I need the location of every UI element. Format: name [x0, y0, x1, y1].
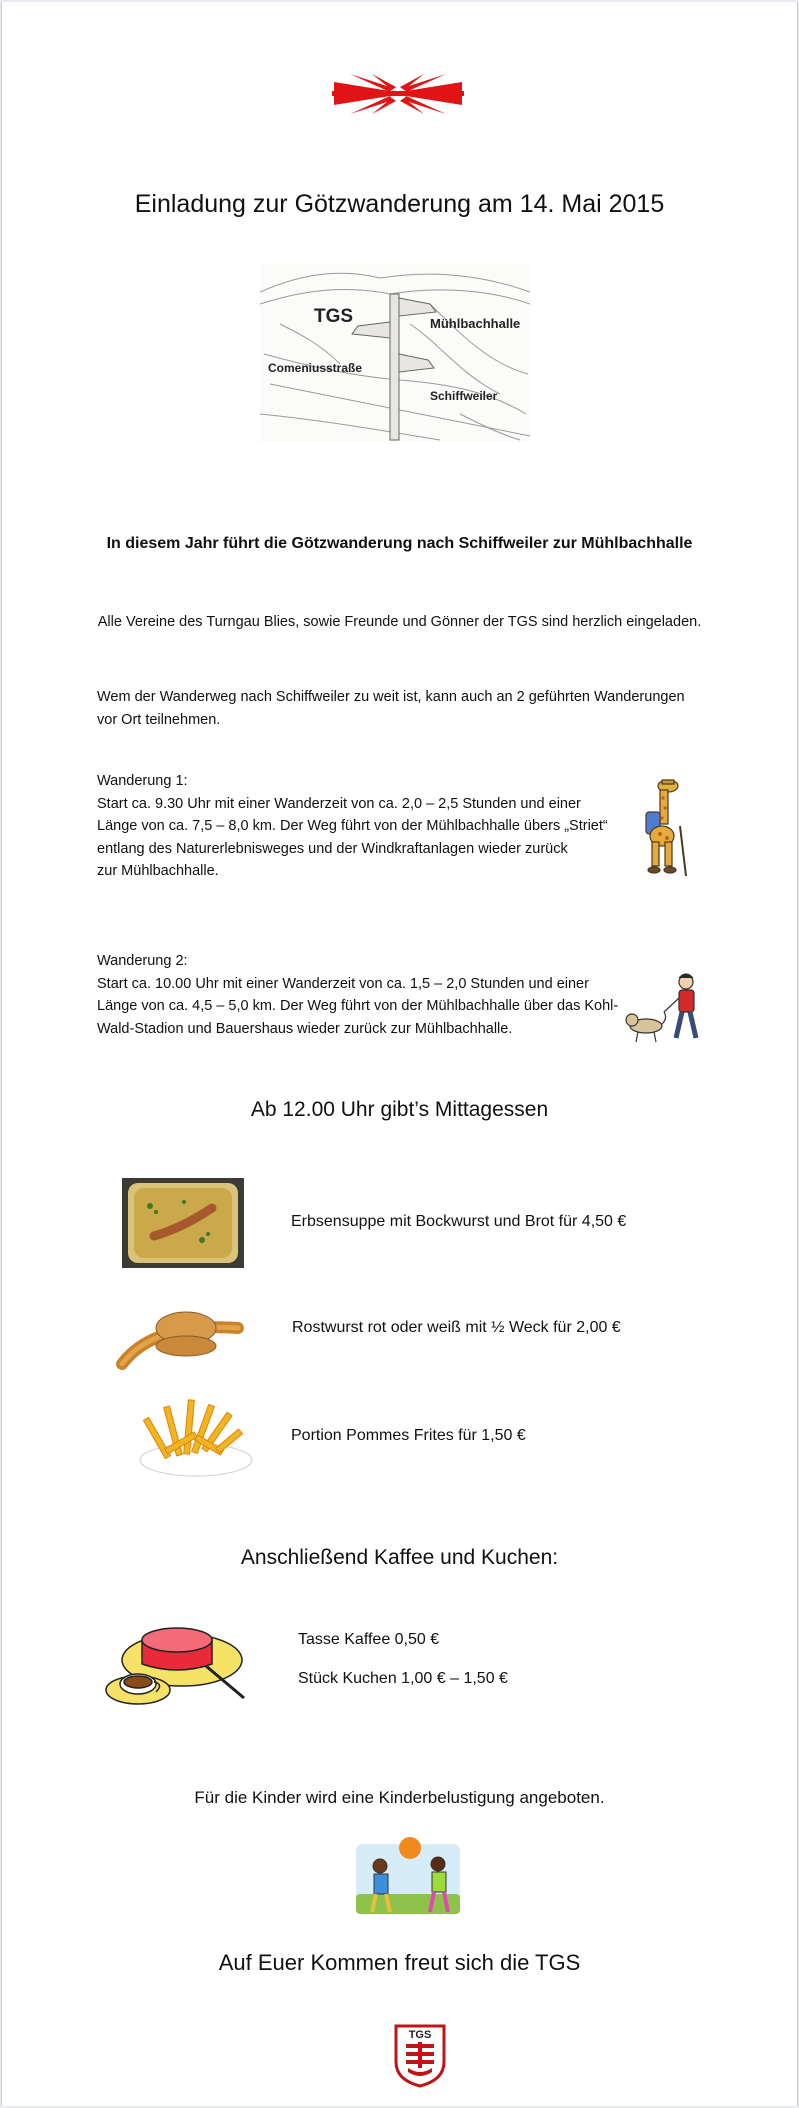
- signpost-illustration: [260, 264, 530, 442]
- hike-1-line: Start ca. 9.30 Uhr mit einer Wanderzeit von ca. 2,0 – 2,5 Stunden und einer: [97, 795, 581, 812]
- lunch-item-fries: Portion Pommes Frites für 1,50 €: [291, 1427, 526, 1444]
- signpost-label-muehlbachhalle: Mühlbachhalle: [430, 316, 521, 331]
- hike-2-line: Start ca. 10.00 Uhr mit einer Wanderzeit von ca. 1,5 – 2,0 Stunden und einer: [97, 975, 589, 992]
- intro-line: vor Ort teilnehmen.: [97, 711, 221, 728]
- kids-playing-ball-icon: [352, 1836, 462, 1920]
- footer-logo-text: TGS: [408, 2029, 432, 2041]
- lunch-item-pea-soup: Erbsensuppe mit Bockwurst und Brot für 4,50 €: [291, 1213, 627, 1230]
- invitation-text: Alle Vereine des Turngau Blies, sowie Freunde und Gönner der TGS sind herzlich eingeladen.: [97, 614, 702, 630]
- dog-walker-icon: [624, 970, 706, 1044]
- signpost-label-schiffweiler: Schiffweiler: [430, 389, 498, 403]
- hike-1-line: entlang des Naturerlebnisweges und der Windkraftanlagen wieder zurück: [97, 840, 568, 857]
- intro-paragraph: [97, 686, 717, 731]
- french-fries-image: [134, 1386, 258, 1480]
- coffee-item-cup: Tasse Kaffee 0,50 €: [298, 1631, 440, 1648]
- lunch-heading: Ab 12.00 Uhr gibt’s Mittagessen: [250, 1098, 549, 1121]
- turner-emblem-icon: [332, 74, 464, 114]
- sausage-roll-image: [114, 1302, 246, 1374]
- coffee-item-cake: Stück Kuchen 1,00 € – 1,50 €: [298, 1670, 508, 1687]
- signpost-label-tgs: TGS: [314, 306, 354, 327]
- route-subheading: In diesem Jahr führt die Götzwanderung nach Schiffweiler zur Mühlbachhalle: [106, 535, 693, 552]
- intro-line: Wem der Wanderweg nach Schiffweiler zu weit ist, kann auch an 2 geführten Wanderungen: [97, 689, 685, 705]
- hike-2-paragraph: [97, 950, 637, 1040]
- document-page: [1, 2, 798, 2106]
- hike-2-line: Länge von ca. 4,5 – 5,0 km. Der Weg führt von der Mühlbachhalle über das Kohl-: [97, 998, 619, 1014]
- closing-text: Auf Euer Kommen freut sich die TGS: [218, 1950, 581, 1975]
- hike-1-heading: Wanderung 1:: [97, 773, 188, 789]
- lunch-item-sausage: Rostwurst rot oder weiß mit ½ Weck für 2,00 €: [292, 1319, 621, 1336]
- kids-activity-text: Für die Kinder wird eine Kinderbelustigung angeboten.: [194, 1788, 605, 1807]
- coffee-heading: Anschließend Kaffee und Kuchen:: [240, 1546, 559, 1569]
- tgs-club-logo: [390, 2022, 450, 2088]
- signpost-label-comenius: Comeniusstraße: [268, 361, 363, 375]
- hike-2-heading: Wanderung 2:: [97, 953, 188, 969]
- pea-soup-image: [122, 1178, 244, 1268]
- giraffe-hiker-icon: [632, 776, 692, 880]
- hike-1-line: Länge von ca. 7,5 – 8,0 km. Der Weg führt von der Mühlbachhalle übers „Striet“: [97, 818, 608, 834]
- page-title: Einladung zur Götzwanderung am 14. Mai 2015: [134, 190, 665, 218]
- hike-2-line: Wald-Stadion und Bauershaus wieder zurück zur Mühlbachhalle.: [97, 1020, 513, 1037]
- hike-1-paragraph: [97, 770, 637, 883]
- hike-1-line: zur Mühlbachhalle.: [97, 863, 219, 879]
- cake-coffee-icon: [102, 1610, 252, 1718]
